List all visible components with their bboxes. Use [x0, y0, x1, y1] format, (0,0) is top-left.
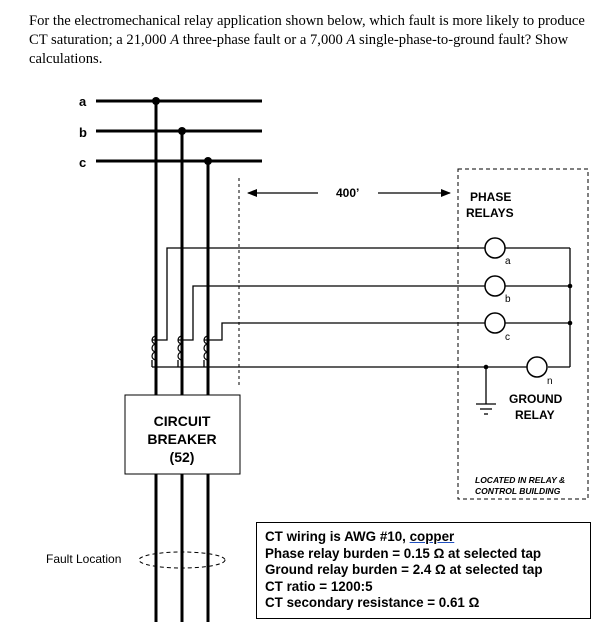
- info-line-1: [265, 529, 590, 546]
- bus-label-a: a: [79, 94, 87, 109]
- bus-label-b: b: [79, 125, 87, 140]
- location-label-1: LOCATED IN RELAY &: [475, 475, 566, 485]
- phase-relays-label-1: PHASE: [470, 190, 512, 204]
- question-part2: three-phase fault or a 7,000: [179, 32, 347, 48]
- relay-a-icon: [485, 238, 505, 258]
- phase-relays-label-2: RELAYS: [466, 206, 514, 220]
- ground-icon: [476, 404, 496, 414]
- relay-c-icon: [485, 313, 505, 333]
- location-label-2: CONTROL BUILDING: [475, 486, 561, 496]
- unit-a-1: A: [170, 32, 180, 48]
- info-line-5: CT secondary resistance = 0.61 Ω: [265, 595, 480, 611]
- phase-conductors: [156, 101, 208, 622]
- breaker-label-3: (52): [169, 449, 195, 465]
- distance-label: 400’: [336, 186, 360, 200]
- relay-n-icon: [527, 357, 547, 377]
- info-line-4: CT ratio = 1200:5: [265, 578, 373, 594]
- ct-secondary-wiring: [152, 248, 570, 404]
- relay-coils: [485, 238, 547, 377]
- relay-label-a: a: [505, 256, 511, 267]
- question-part1: For the electromechanical relay application shown below, which fault is more likely to produce CT saturation; a 21,000: [29, 13, 585, 48]
- relay-label-n: n: [547, 376, 553, 387]
- relay-label-c: c: [505, 332, 510, 343]
- ground-relay-label-1: GROUND: [509, 392, 563, 406]
- unit-a-2: A: [346, 32, 356, 48]
- info-box: [256, 522, 591, 619]
- info-line-2: Phase relay burden = 0.15 Ω at selected tap: [265, 545, 542, 561]
- fault-location-label: Fault Location: [46, 552, 122, 566]
- bus-label-c: c: [79, 155, 87, 170]
- question-part3: single-phase-to-ground fault? Show calculations.: [29, 32, 569, 67]
- relay-label-b: b: [505, 294, 511, 305]
- info-line-3: Ground relay burden = 2.4 Ω at selected tap: [265, 562, 543, 578]
- info-line-1-prefix: CT wiring is AWG #10,: [265, 529, 410, 544]
- info-line-1-copper: copper: [409, 529, 455, 544]
- breaker-label-1: CIRCUIT: [153, 413, 211, 429]
- relay-b-icon: [485, 276, 505, 296]
- ground-relay-label-2: RELAY: [515, 408, 555, 422]
- breaker-label-2: BREAKER: [147, 431, 217, 447]
